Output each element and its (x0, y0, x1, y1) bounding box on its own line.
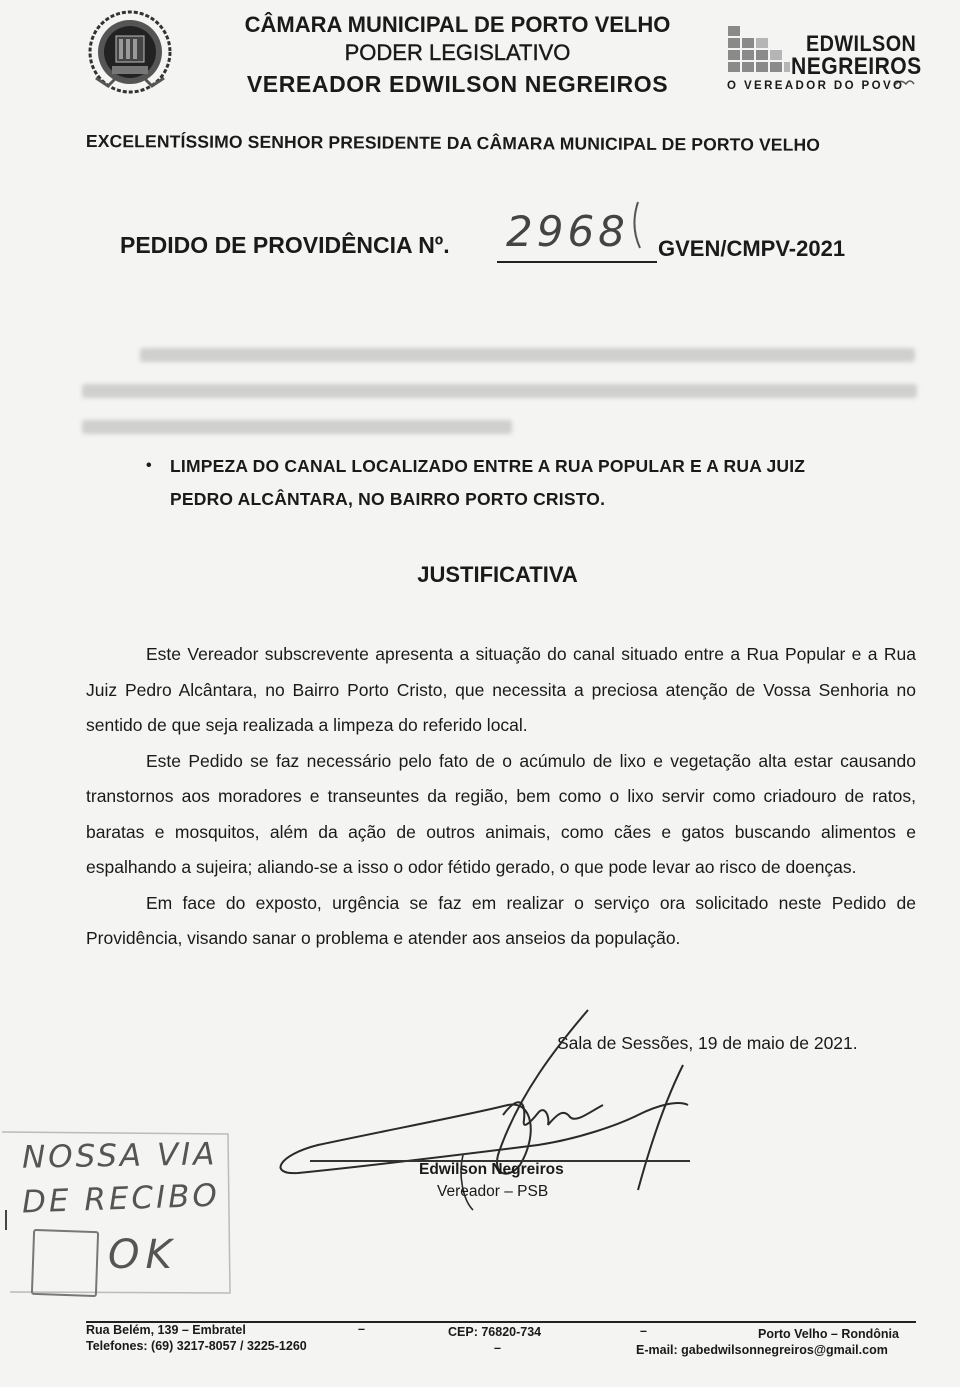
request-number-underline (497, 261, 657, 263)
logo-tagline: O VEREADOR DO POVO (727, 80, 905, 92)
footer-email: E-mail: gabedwilsonnegreiros@gmail.com (636, 1343, 888, 1357)
redacted-text-block (140, 342, 920, 442)
bullet-text-line1: LIMPEZA DO CANAL LOCALIZADO ENTRE A RUA POPULAR E A RUA JUIZ (170, 456, 806, 476)
logo-name-last: NEGREIROS (791, 53, 922, 80)
header-title: CÂMARA MUNICIPAL DE PORTO VELHO (244, 12, 671, 37)
footer-cep: CEP: 76820-734 (448, 1325, 542, 1339)
justification-paragraph: Este Vereador subscrevente apresenta a situação do canal situado entre a Rua Popular e a Rua Juiz Pedro Alcântara, no Bairro Porto Cristo, que necessita a preciosa atenção de Vossa Senhoria no sentido de que seja realizada a limpeza do referido local. (86, 644, 916, 735)
logo-name-first: EDWILSON (806, 31, 917, 56)
header-councilor: VEREADOR EDWILSON NEGREIROS (246, 71, 669, 97)
signer-name: Edwilson Negreiros (419, 1161, 564, 1178)
request-number-handwritten (500, 196, 660, 258)
stamp-ok: OK (108, 1232, 178, 1278)
stamp-text-line2: DE RECIBO (21, 1177, 221, 1221)
municipal-seal-icon (86, 8, 174, 96)
footer-city: Porto Velho – Rondônia (758, 1327, 899, 1341)
addressee: EXCELENTÍSSIMO SENHOR PRESIDENTE DA CÂMARA MUNICIPAL DE PORTO VELHO (85, 131, 821, 155)
header-subtitle: PODER LEGISLATIVO (344, 40, 571, 65)
footer-separator: – (640, 1324, 647, 1338)
request-number: 2968 (506, 207, 629, 256)
stamp-text-line1: NOSSA VIA (21, 1136, 218, 1176)
justification-body (86, 637, 916, 957)
footer-address: Rua Belém, 139 – Embratel (86, 1323, 246, 1337)
bullet-point-icon: • (146, 457, 152, 474)
stamp-checkbox (31, 1229, 99, 1297)
justification-paragraph: Em face do exposto, urgência se faz em realizar o serviço ora solicitado neste Pedido de Providência, visando sanar o problema e atender aos anseios da população. (86, 892, 916, 948)
justification-paragraph: Este Pedido se faz necessário pelo fato de o acúmulo de lixo e vegetação alta estar causando transtornos aos moradores e transeuntes da região, bem como o lixo servir como criadouro de ratos, baratas e mosquitos, além da ação de outros animais, como cães e gatos buscando alimentos e espalhando a sujeira; aliando-se a isso o odor fétido gerado, o que pode levar ao risco de doenças. (86, 750, 916, 877)
footer-phones: Telefones: (69) 3217-8057 / 3225-1260 (86, 1339, 307, 1353)
place-date: Sala de Sessões, 19 de maio de 2021. (557, 1033, 858, 1053)
footer-separator: – (494, 1341, 501, 1355)
bullet-text-line2: PEDRO ALCÂNTARA, NO BAIRRO PORTO CRISTO. (170, 489, 606, 509)
signer-role: Vereador – PSB (437, 1183, 549, 1200)
request-prefix: PEDIDO DE PROVIDÊNCIA Nº. (120, 232, 450, 258)
justification-title: JUSTIFICATIVA (417, 562, 578, 587)
request-suffix: GVEN/CMPV-2021 (658, 236, 846, 261)
footer-separator: – (358, 1322, 365, 1336)
